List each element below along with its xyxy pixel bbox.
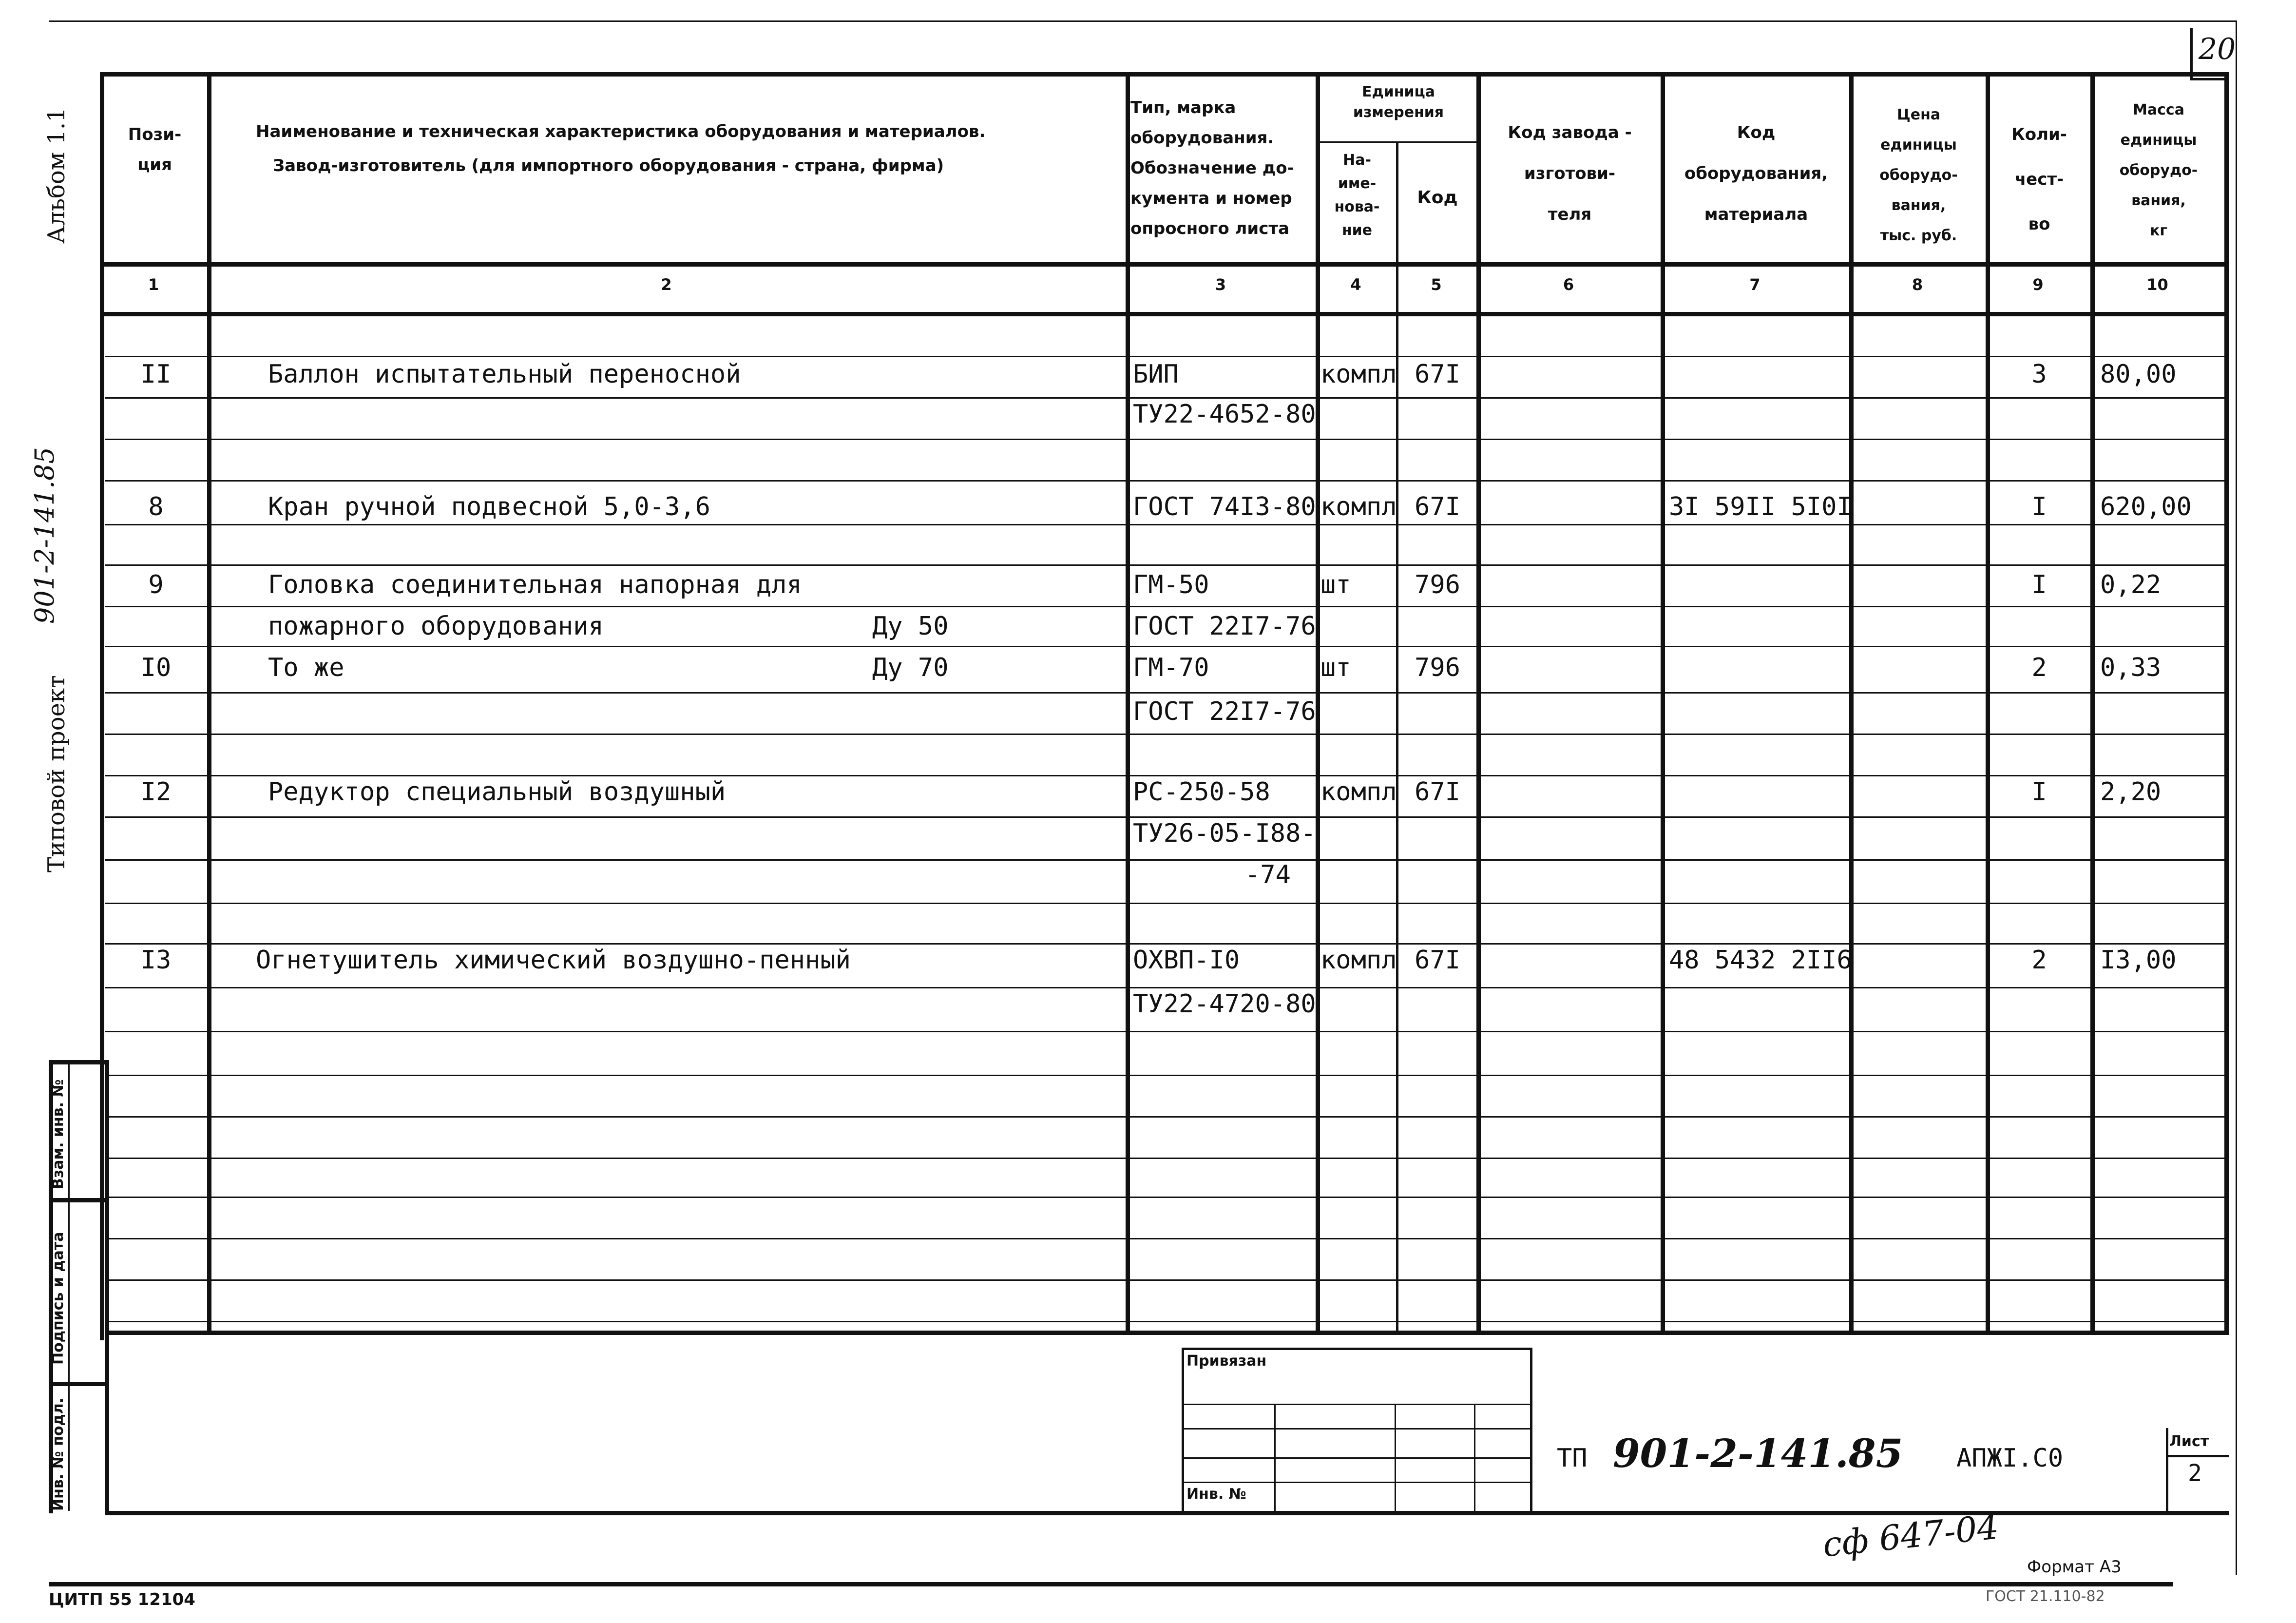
cell-mass: 0,33 (2100, 653, 2162, 682)
row-line (105, 1116, 2224, 1118)
cell-type: РС-250-58 (1133, 777, 1270, 807)
header-col4 (1318, 149, 1396, 242)
corner-sheet-number: 20 (2199, 32, 2236, 66)
cell-qty: I (2031, 570, 2047, 599)
corner-box-bottom (2190, 78, 2229, 80)
stamp-inv-no: Инв. № (1186, 1486, 1246, 1503)
margin-line-inner (105, 1060, 109, 1513)
header-col7-l2: оборудования, (1684, 164, 1828, 183)
cell-code: 67I (1415, 777, 1460, 807)
column-number: 5 (1431, 275, 1442, 294)
row-line (105, 1075, 2224, 1076)
header-col10-l2: единицы (2120, 132, 2197, 149)
row-line (105, 1238, 2224, 1239)
col-line-5 (1476, 72, 1481, 1334)
row-line (105, 734, 2224, 735)
header-col6-l2: изготови- (1524, 164, 1616, 183)
right-rule (2236, 20, 2237, 1575)
cell-code: 67I (1415, 360, 1460, 389)
cell-type: ГМ-50 (1133, 570, 1209, 599)
cell-unit: компл (1320, 946, 1397, 975)
stamp-line1 (1182, 1404, 1530, 1405)
header-col3-l5: опросного листа (1130, 219, 1290, 238)
header-col3-l3: Обозначение до- (1130, 158, 1294, 178)
stamp-tp-prefix: ТП (1557, 1444, 1588, 1473)
cell-unit: компл (1320, 777, 1397, 807)
column-number: 2 (661, 275, 672, 294)
cell-mass: I3,00 (2100, 946, 2177, 975)
header-col1 (102, 119, 207, 180)
cell-type: -74 (1245, 860, 1291, 889)
header-col8-l2: единицы (1880, 136, 1957, 154)
stamp-sheet-label: Лист (2169, 1433, 2209, 1450)
top-rule (49, 20, 2237, 22)
margin-box-sep2 (49, 1382, 105, 1386)
cell-qty: I (2031, 492, 2047, 522)
cell-qty: I (2031, 777, 2047, 807)
cell-dn: Ду 50 (872, 612, 949, 641)
header-col7-l1: Код (1737, 123, 1776, 142)
column-number: 10 (2146, 275, 2168, 294)
header-col9-l3: во (2028, 214, 2050, 234)
col-line-10 (2224, 72, 2229, 1334)
header-col6-l3: теля (1548, 205, 1592, 224)
header-col10-l5: кг (2149, 222, 2168, 239)
col-line-7 (1849, 72, 1854, 1334)
row-line (105, 524, 2224, 525)
cell-qty: 2 (2031, 946, 2047, 975)
col-line-1 (207, 72, 211, 1334)
header-col4-l1: На- (1343, 152, 1371, 169)
column-number: 9 (2032, 275, 2044, 294)
cell-type: ТУ22-4652-80 (1133, 400, 1316, 429)
cell-code: 67I (1415, 492, 1460, 522)
header-col4-l2: име- (1338, 175, 1377, 192)
stamp-col3 (1474, 1404, 1475, 1511)
header-unit-group (1318, 82, 1479, 123)
cell-unit: шт (1320, 653, 1351, 682)
cell-name: Баллон испытательный переносной (268, 360, 741, 389)
handwritten-note: сф 647-04 (1820, 1507, 2001, 1565)
cell-unit: шт (1320, 570, 1351, 599)
header-col6-l1: Код завода - (1508, 123, 1632, 142)
header-col5: Код (1417, 188, 1458, 208)
row-line (105, 439, 2224, 440)
header-col7-l3: материала (1704, 205, 1808, 224)
stamp-col1 (1274, 1404, 1276, 1511)
cell-name: Кран ручной подвесной 5,0-3,6 (268, 492, 710, 522)
row-line (105, 356, 2224, 357)
col-line-6 (1661, 72, 1665, 1334)
col-line-4 (1396, 141, 1398, 1334)
cell-code: 796 (1415, 570, 1460, 599)
project-type-label: Типовой проект (43, 675, 70, 872)
gost-label: ГОСТ 21.110-82 (1986, 1588, 2105, 1605)
sheet-box-line (2166, 1455, 2229, 1457)
header-col10 (2093, 95, 2224, 246)
cell-code: 67I (1415, 946, 1460, 975)
sheet-box-left (2166, 1428, 2168, 1511)
column-number: 4 (1350, 275, 1361, 294)
row-line (105, 692, 2224, 694)
col-line-2 (1126, 72, 1130, 1334)
table-top (100, 72, 2229, 77)
header-col2 (210, 117, 1126, 185)
cell-mass: 2,20 (2100, 777, 2162, 807)
header-col7 (1663, 112, 1849, 235)
row-line (105, 987, 2224, 988)
row-line (105, 606, 2224, 607)
header-col8-l1: Цена (1896, 106, 1941, 123)
header-col6 (1479, 112, 1661, 235)
stamp-top (1182, 1348, 1530, 1350)
cell-equip-code: 3I 59II 5I0I (1669, 492, 1852, 522)
body-bottom (105, 1331, 2229, 1335)
cell-type: ГОСТ 22I7-76 (1133, 697, 1316, 726)
header-col8-l3: оборудо- (1879, 167, 1958, 184)
header-col4-l4: ние (1341, 222, 1373, 239)
row-line (105, 480, 2224, 482)
row-line (105, 816, 2224, 818)
row-line (105, 1197, 2224, 1198)
col-line-9 (2090, 72, 2095, 1334)
cell-dn: Ду 70 (872, 653, 949, 682)
row-line (105, 646, 2224, 647)
numbers-bottom (100, 312, 2229, 316)
header-unit-l2: измерения (1353, 104, 1444, 121)
cell-pos: I2 (140, 777, 172, 807)
stamp-line3 (1182, 1457, 1530, 1459)
cell-type: БИП (1133, 360, 1179, 389)
column-number: 3 (1215, 275, 1226, 294)
signature-label: Подпись и дата (50, 1232, 67, 1365)
cell-pos: I3 (140, 946, 172, 975)
margin-box-sep1 (49, 1198, 105, 1202)
stamp-code: АПЖI.С0 (1956, 1444, 2064, 1473)
cell-code: 796 (1415, 653, 1460, 682)
row-line (105, 903, 2224, 904)
cell-pos: I0 (140, 653, 172, 682)
margin-box-divider (68, 1060, 70, 1511)
cell-type: ОХВП-I0 (1133, 946, 1240, 975)
header-col3 (1130, 93, 1313, 244)
header-col10-l3: оборудо- (2119, 162, 2198, 179)
header-unit-l1: Единица (1362, 83, 1435, 100)
col-line-3 (1316, 72, 1320, 1334)
column-number: 7 (1749, 275, 1760, 294)
header-col9 (1988, 112, 2090, 247)
cell-mass: 80,00 (2100, 360, 2177, 389)
stamp-tp-number: 901-2-141.85 (1613, 1430, 1903, 1476)
cell-type: ГОСТ 74I3-80 (1133, 492, 1316, 522)
stamp-line4 (1182, 1482, 1530, 1483)
header-col3-l4: кумента и номер (1130, 189, 1292, 208)
cell-name: Огнетушитель химический воздушно-пенный (256, 946, 851, 975)
unit-group-divider (1318, 141, 1479, 143)
header-col8-l5: тыс. руб. (1880, 227, 1957, 244)
cell-name: Редуктор специальный воздушный (268, 777, 726, 807)
header-col10-l4: вания, (2131, 192, 2186, 209)
inv-podl-label: Инв. № подл. (50, 1397, 67, 1511)
cell-pos: 8 (148, 492, 164, 522)
header-col3-l2: оборудования. (1130, 128, 1274, 148)
col-line-8 (1986, 72, 1990, 1334)
cell-unit: компл (1320, 360, 1397, 389)
header-col1-line1: Пози- (128, 125, 182, 144)
header-col9-l1: Коли- (2011, 125, 2067, 144)
cell-mass: 0,22 (2100, 570, 2162, 599)
column-number: 6 (1563, 275, 1574, 294)
cell-name: То же (268, 653, 344, 682)
stamp-right (1530, 1348, 1532, 1511)
row-line (105, 1031, 2224, 1032)
frame-bottom (105, 1511, 2229, 1515)
row-line (105, 564, 2224, 566)
cell-type: ГОСТ 22I7-76 (1133, 612, 1316, 641)
header-col8 (1852, 100, 1986, 251)
row-line (105, 397, 2224, 399)
stamp-line2 (1182, 1428, 1530, 1430)
cell-name: Головка соединительная напорная для (268, 570, 802, 599)
header-bottom (100, 262, 2229, 267)
column-number: 8 (1912, 275, 1923, 294)
row-line (105, 775, 2224, 776)
cell-type: ТУ26-05-I88- (1133, 819, 1316, 848)
cell-mass: 620,00 (2100, 492, 2192, 522)
header-col3-l1: Тип, марка (1130, 98, 1236, 117)
cell-qty: 3 (2031, 360, 2047, 389)
cell-equip-code: 48 5432 2II6 (1669, 946, 1852, 975)
row-line (105, 943, 2224, 945)
column-number: 1 (148, 275, 159, 294)
header-col8-l4: вания, (1891, 197, 1946, 214)
row-line (105, 1158, 2224, 1159)
row-line (105, 1279, 2224, 1281)
header-col4-l3: нова- (1334, 198, 1380, 215)
header-col9-l2: чест- (2014, 170, 2064, 189)
cell-type: ГМ-70 (1133, 653, 1209, 682)
header-col2-line2: Завод-изготовитель (для импортного оборудования - страна, фирма) (273, 156, 944, 175)
header-col2-line1: Наименование и техническая характеристика оборудования и материалов. (256, 122, 986, 141)
printer-label: ЦИТП 55 12104 (49, 1590, 195, 1609)
stamp-col2 (1395, 1404, 1396, 1511)
vzam-label: Взам. инв. № (50, 1079, 67, 1189)
margin-box-top (49, 1060, 105, 1064)
row-line (105, 859, 2224, 861)
stamp-sheet-number: 2 (2188, 1460, 2202, 1487)
cell-pos: 9 (148, 570, 164, 599)
row-line (105, 1321, 2224, 1322)
col-line-0 (100, 72, 104, 1340)
format-label: Формат А3 (2027, 1557, 2122, 1577)
header-col1-line2: ция (137, 155, 172, 174)
cell-unit: компл (1320, 492, 1397, 522)
cell-pos: II (140, 360, 172, 389)
side-project-handwritten: 901-2-141.85 (29, 447, 60, 624)
album-label: Альбом 1.1 (43, 107, 70, 244)
cell-type: ТУ22-4720-80 (1133, 989, 1316, 1019)
cell-name: пожарного оборудования (268, 612, 604, 641)
header-col10-l1: Масса (2133, 101, 2184, 118)
bottom-rule (49, 1582, 2173, 1586)
stamp-privyazan: Привязан (1186, 1352, 1267, 1370)
cell-qty: 2 (2031, 653, 2047, 682)
